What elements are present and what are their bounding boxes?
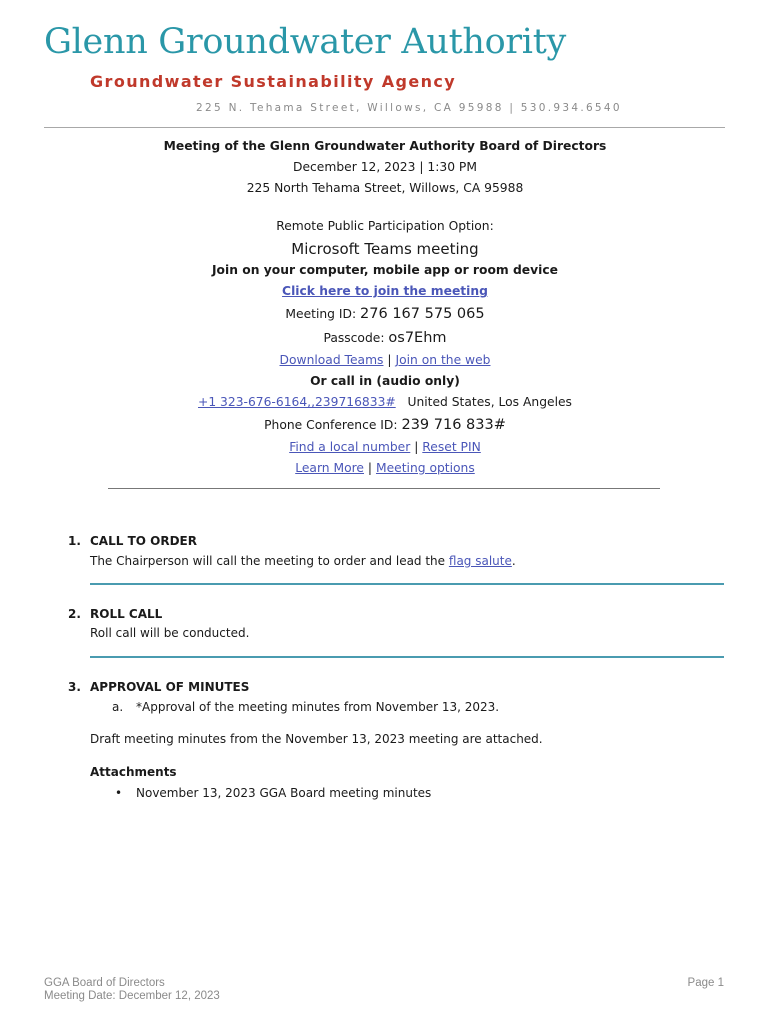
- remote-participation: [0, 216, 770, 237]
- conference-id-row: [0, 413, 770, 437]
- learn-options-row: [0, 458, 770, 479]
- download-join-row: [0, 350, 770, 371]
- section-divider: [108, 488, 660, 489]
- header-divider: [44, 127, 725, 128]
- footer-page-number: Page 1: [687, 977, 724, 989]
- footer-meeting-date: Meeting Date: December 12, 2023: [44, 990, 220, 1002]
- item-2-title: ROLL CALL: [90, 607, 163, 621]
- item-1-title: CALL TO ORDER: [90, 534, 197, 548]
- item-3a-letter: a.: [112, 700, 124, 714]
- meeting-date-time: December 12, 2023 | 1:30 PM: [293, 160, 477, 174]
- find-local-number-link[interactable]: Find a local number: [289, 440, 411, 454]
- link-separator: |: [367, 461, 373, 475]
- join-meeting-link[interactable]: Click here to join the meeting: [282, 284, 488, 298]
- attachment-item: November 13, 2023 GGA Board meeting minutes: [136, 786, 432, 800]
- item-2-divider: [90, 656, 724, 658]
- item-1-divider: [90, 583, 724, 585]
- meeting-info: [0, 136, 770, 199]
- item-1-text-before: The Chairperson will call the meeting to order and lead the: [90, 554, 446, 568]
- conference-id-label: Phone Conference ID:: [264, 418, 398, 432]
- join-instructions: Join on your computer, mobile app or room device: [211, 263, 558, 277]
- teams-info: [0, 238, 770, 479]
- passcode-row: [0, 326, 770, 350]
- organization-subtitle: Groundwater Sustainability Agency: [90, 72, 457, 91]
- link-separator: |: [414, 440, 419, 454]
- item-2-number: 2.: [68, 607, 81, 621]
- item-3-title: APPROVAL OF MINUTES: [90, 680, 250, 694]
- local-pin-row: [0, 437, 770, 458]
- passcode-value: os7Ehm: [388, 330, 447, 346]
- meeting-id-label: Meeting ID:: [285, 307, 357, 321]
- flag-salute-link[interactable]: flag salute: [448, 554, 512, 568]
- phone-location: United States, Los Angeles: [407, 395, 572, 409]
- meeting-id-value: 276 167 575 065: [360, 306, 485, 322]
- call-in-heading: Or call in (audio only): [310, 374, 460, 388]
- footer-board: GGA Board of Directors: [44, 977, 165, 989]
- item-3-number: 3.: [68, 680, 81, 694]
- passcode-label: Passcode:: [323, 331, 385, 345]
- item-3a-text: *Approval of the meeting minutes from November 13, 2023.: [136, 700, 500, 714]
- attachments-label: Attachments: [90, 765, 177, 779]
- bullet-icon: •: [115, 786, 123, 800]
- item-1-number: 1.: [68, 534, 81, 548]
- draft-minutes-text: Draft meeting minutes from the November 13, 2023 meeting are attached.: [90, 732, 543, 746]
- join-web-link[interactable]: Join on the web: [395, 353, 491, 367]
- teams-title: Microsoft Teams meeting: [291, 240, 479, 258]
- reset-pin-link[interactable]: Reset PIN: [422, 440, 481, 454]
- phone-number-link[interactable]: +1 323-676-6164,,239716833#: [198, 395, 396, 409]
- conference-id-value: 239 716 833#: [401, 417, 506, 433]
- learn-more-link[interactable]: Learn More: [295, 461, 364, 475]
- organization-title: Glenn Groundwater Authority: [44, 22, 566, 62]
- item-2-text: Roll call will be conducted.: [90, 626, 250, 640]
- item-1-text-after: .: [511, 554, 516, 568]
- remote-label: Remote Public Participation Option:: [276, 219, 494, 233]
- meeting-location: 225 North Tehama Street, Willows, CA 95988: [246, 181, 524, 195]
- phone-row: [0, 392, 770, 413]
- meeting-options-link[interactable]: Meeting options: [375, 461, 475, 475]
- organization-address: 225 N. Tehama Street, Willows, CA 95988 | 530.934.6540: [196, 102, 622, 114]
- meeting-id-row: [0, 302, 770, 326]
- download-teams-link[interactable]: Download Teams: [279, 353, 384, 367]
- item-1-text: [90, 554, 516, 568]
- link-separator: |: [387, 353, 392, 367]
- meeting-heading: Meeting of the Glenn Groundwater Authority Board of Directors: [163, 139, 607, 153]
